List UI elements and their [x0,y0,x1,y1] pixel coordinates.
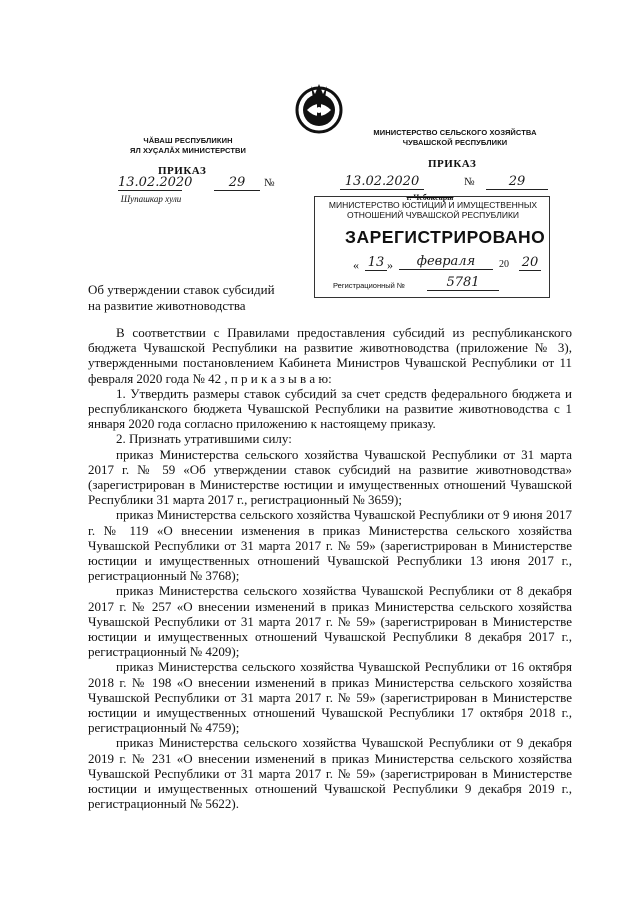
number-sign: № [464,176,475,188]
right-order-date: 13.02.2020 [340,174,424,190]
stamp-year: 20 [519,255,541,271]
right-date-row [340,174,554,192]
left-order-title: ПРИКАЗ [158,165,207,177]
stamp-reg-label: Регистрационный № [333,281,405,290]
right-order-title: ПРИКАЗ [428,158,477,170]
left-date-row [118,175,288,193]
paragraph-repealed-5: приказ Министерства сельского хозяйства Чувашской Республики от 9 декабря 2019 г. № 231 «О внесении изменений в приказ Министерства сельского хозяйства Чувашской Республики от 31 марта 2017 г. № 59» (зарегистрирован в Министерстве юстиции и имущественных отношений Чувашской Республики 9 декабря 2019 г., регистрационный № 5622). [88,735,572,812]
left-org-name: ЧĂВАШ РЕСПУБЛИКИН ЯЛ ХУÇАЛĂХ МИНИСТЕРСТВИ [129,136,247,155]
paragraph-item-2: 2. Признать утратившими силу: [116,431,292,447]
right-org-name: МИНИСТЕРСТВО СЕЛЬСКОГО ХОЗЯЙСТВА ЧУВАШСКОЙ РЕСПУБЛИКИ [373,128,537,147]
registration-stamp: МИНИСТЕРСТВО ЮСТИЦИИ И ИМУЩЕСТВЕННЫХ ОТНОШЕНИЙ ЧУВАШСКОЙ РЕСПУБЛИКИ ЗАРЕГИСТРИРОВАНО « 13 » февраля 20 20 Регистрационный № 5781 [314,196,550,298]
stamp-registered: ЗАРЕГИСТРИРОВАНО [345,227,546,247]
paragraph-item-1: 1. Утвердить размеры ставок субсидий за счет средств федерального бюджета и республиканского бюджета Чувашской Республики на развитие животноводства с 1 января 2020 года согласно приложению к настоящему приказу. [88,385,572,432]
stamp-day: 13 [365,255,387,271]
number-sign: № [264,177,275,189]
chuvash-emblem-icon [291,80,347,136]
paragraph-repealed-3: приказ Министерства сельского хозяйства Чувашской Республики от 8 декабря 2017 г. № 257 «О внесении изменений в приказ Министерства сельского хозяйства Чувашской Республики от 31 марта 2017 г. № 59» (зарегистрирован в Министерстве юстиции и имущественных отношений Чувашской Республики 8 декабря 2017 г., регистрационный № 4209); [88,583,572,660]
right-city: г. Чебоксары [406,193,454,202]
stamp-ministry: МИНИСТЕРСТВО ЮСТИЦИИ И ИМУЩЕСТВЕННЫХ ОТНОШЕНИЙ ЧУВАШСКОЙ РЕСПУБЛИКИ [328,200,538,220]
order-subject: Об утверждении ставок субсидий на развитие животноводства [88,282,275,313]
paragraph-repealed-1: приказ Министерства сельского хозяйства Чувашской Республики от 31 марта 2017 г. № 59 «Об утверждении ставок субсидий на развитие животноводства» (зарегистрирован в Министерстве юстиции и имущественных отношений Чувашской Республики 31 марта 2017 г., регистрационный № 3659); [88,446,572,508]
order-body [88,325,572,812]
paragraph-repealed-2: приказ Министерства сельского хозяйства Чувашской Республики от 9 июня 2017 г. № 119 «О внесении изменения в приказ Министерства сельского хозяйства Чувашской Республики от 31 марта 2017 г. № 59» (зарегистрирован в Министерстве юстиции и имущественных отношений Чувашской Республики 13 июня 2017 г., регистрационный № 3768); [88,507,572,584]
left-order-date: 13.02.2020 [118,175,193,190]
left-city: Шупашкар хули [120,194,182,204]
paragraph-preamble: В соответствии с Правилами предоставления субсидий из республиканского бюджета Чувашской Республики на развитие животноводства (приложение № 3), утвержденными постановлением Кабинета Министров Чувашской Республики от 11 февраля 2020 года № 42 , п р и к а з ы в а ю: [88,325,572,386]
stamp-reg-number: 5781 [427,275,499,291]
right-order-number: 29 [486,174,548,190]
stamp-month: февраля [399,254,493,270]
paragraph-repealed-4: приказ Министерства сельского хозяйства Чувашской Республики от 16 октября 2018 г. № 198 «О внесении изменений в приказ Министерства сельского хозяйства Чувашской Республики от 31 марта 2017 г. № 59» (зарегистрирован в Министерстве юстиции и имущественных отношений Чувашской Республики 17 октября 2018 г., регистрационный № 4759); [88,659,572,736]
left-order-number: 29 [214,175,260,191]
